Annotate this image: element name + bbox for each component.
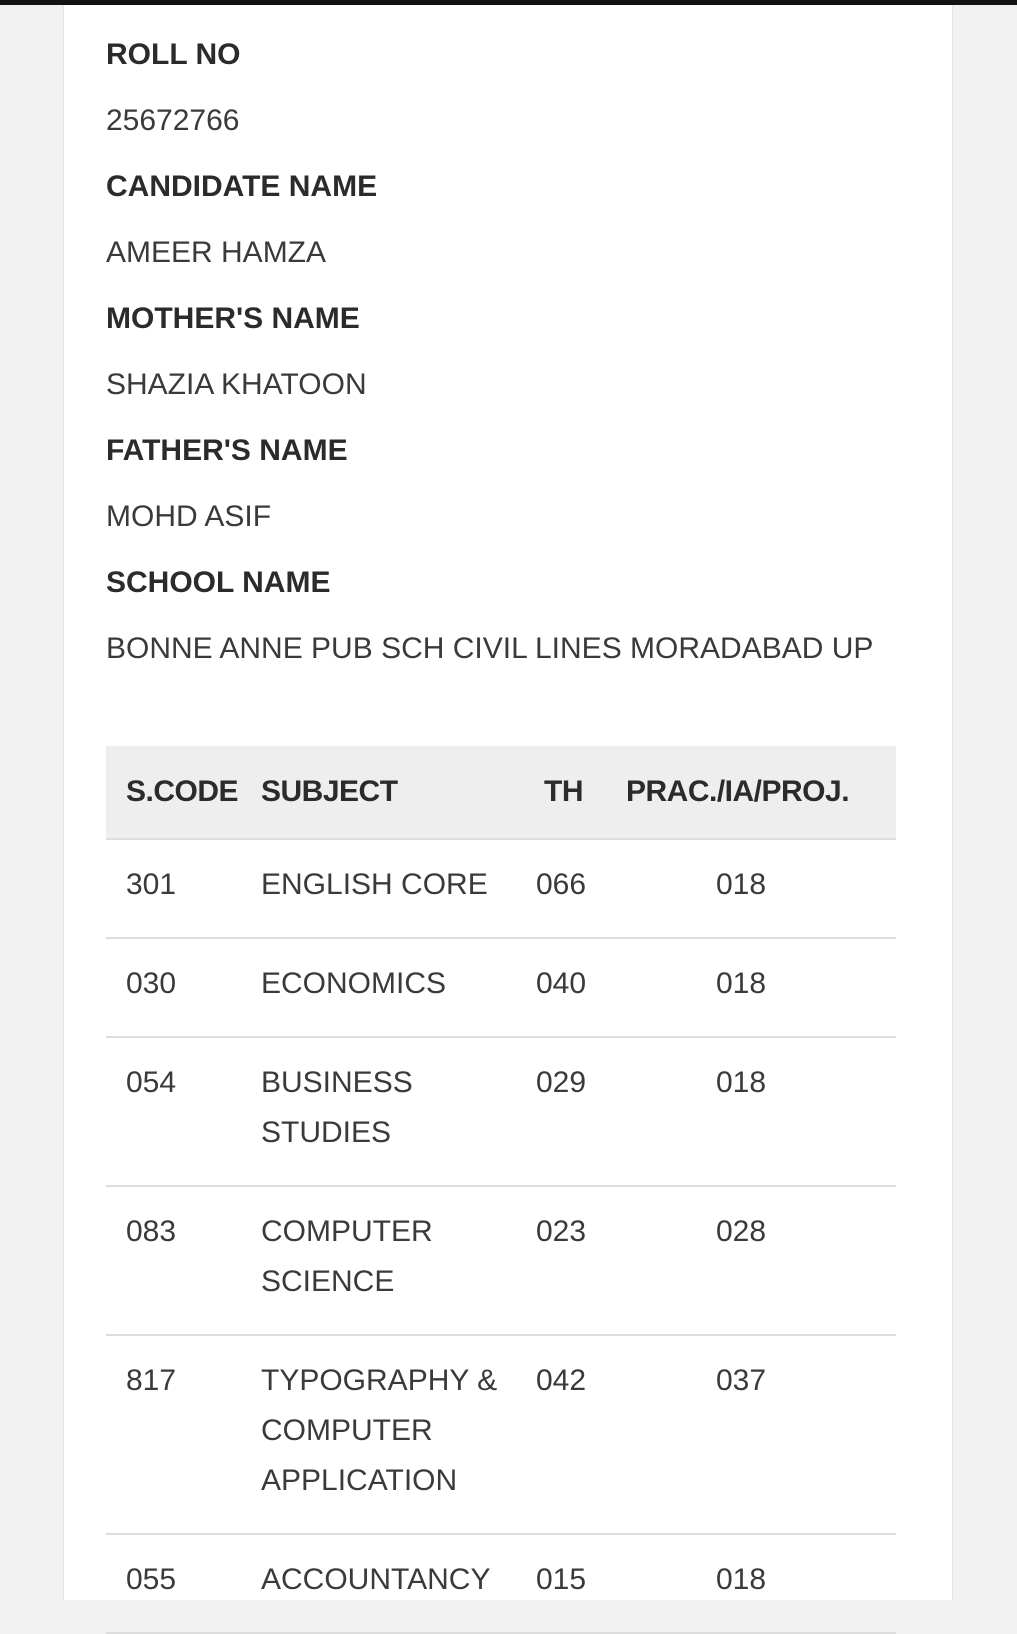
mother-name-value: SHAZIA KHATOON <box>106 368 367 401</box>
subject-code: 301 <box>126 868 177 901</box>
practical-marks-cell <box>626 1186 896 1335</box>
column-header-prac: PRAC./IA/PROJ. <box>626 746 896 839</box>
practical-marks-cell <box>626 1534 896 1633</box>
practical-marks: 018 <box>715 868 767 901</box>
subject-code-cell <box>106 1037 261 1186</box>
subject-code: 817 <box>126 1364 177 1397</box>
theory-marks: 029 <box>536 1066 587 1099</box>
candidate-name-value: AMEER HAMZA <box>106 236 327 269</box>
subject-name: COMPUTER SCIENCE <box>261 1215 433 1298</box>
theory-marks: 042 <box>536 1364 587 1397</box>
subject-code-cell <box>106 1335 261 1534</box>
subject-name-cell <box>261 1037 536 1186</box>
subject-name: ECONOMICS <box>261 967 447 1000</box>
practical-marks-cell <box>626 1335 896 1534</box>
column-header-th: TH <box>536 746 626 839</box>
column-header-subject: SUBJECT <box>261 746 536 839</box>
theory-marks-cell <box>536 1335 626 1534</box>
subject-code: 055 <box>126 1563 177 1596</box>
subject-code-cell <box>106 1186 261 1335</box>
candidate-name-label: CANDIDATE NAME <box>106 170 378 203</box>
table-row <box>106 1037 896 1186</box>
subject-code: 083 <box>126 1215 177 1248</box>
table-row <box>106 1186 896 1335</box>
practical-marks-cell <box>626 938 896 1037</box>
subject-name: ACCOUNTANCY <box>261 1563 491 1596</box>
theory-marks-cell <box>536 839 626 938</box>
theory-marks-cell <box>536 1534 626 1633</box>
table-row <box>106 839 896 938</box>
subject-name-cell <box>261 1534 536 1633</box>
theory-marks: 015 <box>536 1563 587 1596</box>
practical-marks: 037 <box>715 1364 767 1397</box>
subject-code: 054 <box>126 1066 177 1099</box>
father-name-label: FATHER'S NAME <box>106 434 348 467</box>
marks-table-header <box>106 746 896 839</box>
roll-no-value: 25672766 <box>106 104 240 137</box>
practical-marks-cell <box>626 839 896 938</box>
subject-name: ENGLISH CORE <box>261 868 488 901</box>
practical-marks-cell <box>626 1037 896 1186</box>
theory-marks-cell <box>536 938 626 1037</box>
subject-name-cell <box>261 938 536 1037</box>
mother-name-label: MOTHER'S NAME <box>106 302 360 335</box>
table-row <box>106 1335 896 1534</box>
table-row <box>106 938 896 1037</box>
subject-name-cell <box>261 1335 536 1534</box>
school-name-value: BONNE ANNE PUB SCH CIVIL LINES MORADABAD UP <box>106 632 874 665</box>
subject-name: TYPOGRAPHY & COMPUTER APPLICATION <box>261 1364 498 1497</box>
column-header-scode: S.CODE <box>106 746 261 839</box>
table-row <box>106 1534 896 1633</box>
subject-name-cell <box>261 1186 536 1335</box>
practical-marks: 018 <box>715 1563 767 1596</box>
practical-marks: 018 <box>715 967 767 1000</box>
subject-code-cell <box>106 938 261 1037</box>
theory-marks-cell <box>536 1186 626 1335</box>
subject-code-cell <box>106 839 261 938</box>
subject-code-cell <box>106 1534 261 1633</box>
father-name-value: MOHD ASIF <box>106 500 272 533</box>
theory-marks: 040 <box>536 967 587 1000</box>
theory-marks-cell <box>536 1037 626 1186</box>
roll-no-label: ROLL NO <box>106 38 241 71</box>
subject-code: 030 <box>126 967 177 1000</box>
theory-marks: 023 <box>536 1215 587 1248</box>
marks-table <box>106 746 896 1634</box>
theory-marks: 066 <box>536 868 587 901</box>
practical-marks: 018 <box>715 1066 767 1099</box>
practical-marks: 028 <box>715 1215 767 1248</box>
subject-name-cell <box>261 839 536 938</box>
result-card <box>63 5 953 1600</box>
school-name-label: SCHOOL NAME <box>106 566 331 599</box>
subject-name: BUSINESS STUDIES <box>261 1066 413 1149</box>
